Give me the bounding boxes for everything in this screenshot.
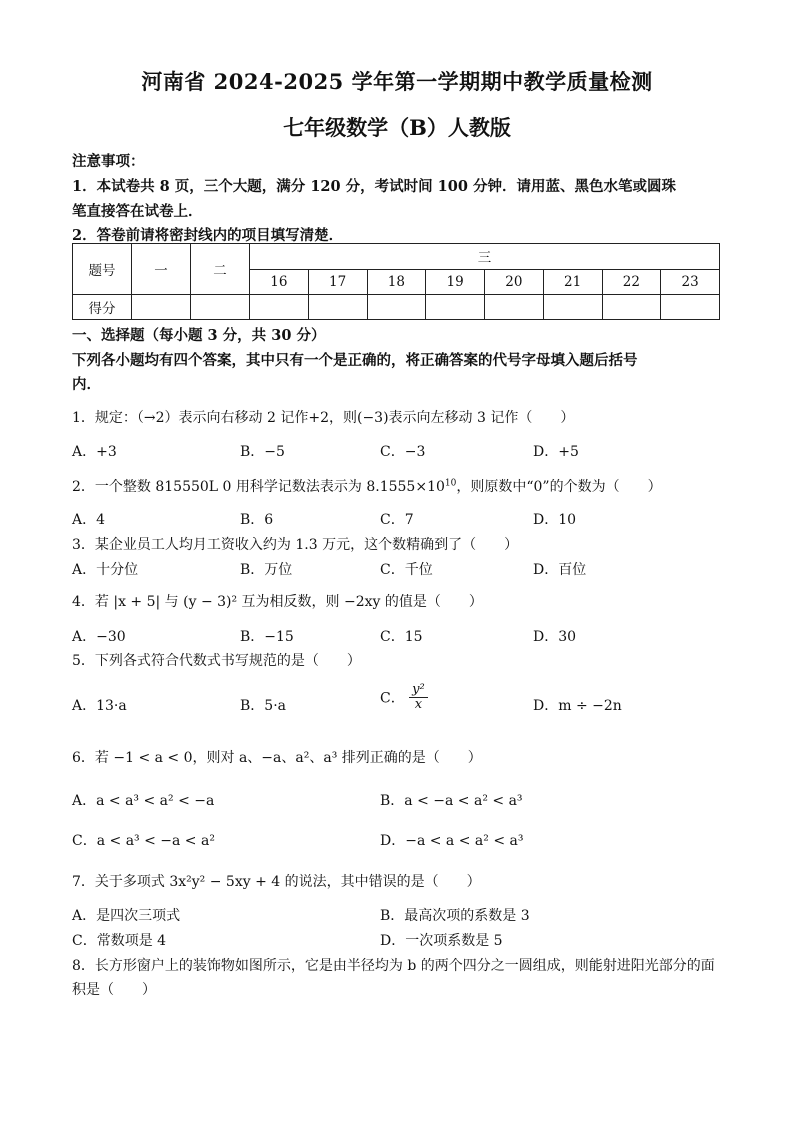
question-6-stem: 6．若 −1 < a < 0，则对 a、−a、a²、a³ 排列正确的是（ ） bbox=[72, 750, 482, 766]
score-table-subcol: 17 bbox=[308, 269, 367, 295]
score-table-subcol: 20 bbox=[485, 269, 544, 295]
question-7-option-d: D．一次项系数是 5 bbox=[380, 933, 503, 949]
notice-heading: 注意事项： bbox=[72, 153, 145, 170]
score-table-col-2: 二 bbox=[191, 244, 250, 295]
score-table-subcol: 18 bbox=[367, 269, 426, 295]
question-2-option-d: D．10 bbox=[533, 512, 577, 528]
fraction-numerator: y² bbox=[409, 683, 428, 698]
question-4-option-d: D．30 bbox=[533, 629, 577, 645]
question-5-option-b: B．5·a bbox=[240, 698, 286, 714]
question-3-stem: 3．某企业员工人均月工资收入约为 1.3 万元，这个数精确到了（ ） bbox=[72, 537, 519, 553]
score-cell[interactable] bbox=[543, 295, 602, 320]
question-4-option-a: A．−30 bbox=[72, 629, 126, 645]
question-8-stem: 8．长方形窗户上的装饰物如图所示，它是由半径均为 b 的两个四分之一圆组成，则能射进阳光部分的面 bbox=[72, 958, 715, 974]
exam-subtitle: 七年级数学（B）人教版 bbox=[283, 115, 511, 140]
score-cell[interactable] bbox=[367, 295, 426, 320]
question-1-option-b: B．−5 bbox=[240, 444, 285, 460]
question-4-option-b: B．−15 bbox=[240, 629, 294, 645]
section-1-instruction: 下列各小题均有四个答案，其中只有一个是正确的，将正确答案的代号字母填入题后括号 bbox=[72, 352, 638, 369]
question-2-exponent: 10 bbox=[444, 478, 457, 489]
score-table-subcol: 22 bbox=[602, 269, 661, 295]
score-cell[interactable] bbox=[191, 295, 250, 320]
score-cell[interactable] bbox=[661, 295, 720, 320]
question-7-option-a: A．是四次三项式 bbox=[72, 908, 181, 924]
question-2-stem-pre: 2．一个整数 815550L 0 用科学记数法表示为 8.1555×10 bbox=[72, 479, 445, 495]
question-7-option-b: B．最高次项的系数是 3 bbox=[380, 908, 530, 924]
question-2-stem bbox=[72, 476, 662, 496]
question-2-option-b: B．6 bbox=[240, 512, 274, 528]
notice-item-1: 1．本试卷共 8 页，三个大题，满分 120 分，考试时间 100 分钟．请用蓝、黑色水笔或圆珠 bbox=[72, 178, 676, 195]
score-table-label-defen: 得分 bbox=[73, 295, 132, 320]
question-3-option-c: C．千位 bbox=[380, 562, 433, 578]
score-cell[interactable] bbox=[602, 295, 661, 320]
fraction-denominator: x bbox=[414, 697, 423, 712]
question-1-option-d: D．+5 bbox=[533, 444, 579, 460]
score-cell[interactable] bbox=[250, 295, 309, 320]
question-5-option-d: D．m ÷ −2n bbox=[533, 698, 622, 714]
question-1-option-c: C．−3 bbox=[380, 444, 426, 460]
score-table-col-1: 一 bbox=[132, 244, 191, 295]
question-4-option-c: C．15 bbox=[380, 629, 423, 645]
question-6-option-d: D．−a < a < a² < a³ bbox=[380, 833, 524, 849]
question-2-option-c: C．7 bbox=[380, 512, 414, 528]
question-6-option-b: B．a < −a < a² < a³ bbox=[380, 793, 523, 809]
notice-item-2: 2．答卷前请将密封线内的项目填写清楚． bbox=[72, 227, 344, 244]
question-3-option-a: A．十分位 bbox=[72, 562, 139, 578]
score-table-subcol: 19 bbox=[426, 269, 485, 295]
question-1-option-a: A．+3 bbox=[72, 444, 117, 460]
section-1-instruction-cont: 内． bbox=[72, 376, 101, 393]
score-table-subcol: 16 bbox=[250, 269, 309, 295]
question-2-option-a: A．4 bbox=[72, 512, 106, 528]
question-5-option-c bbox=[380, 683, 428, 712]
question-3-option-b: B．万位 bbox=[240, 562, 293, 578]
question-7-option-c: C．常数项是 4 bbox=[72, 933, 167, 949]
question-6-option-c: C．a < a³ < −a < a² bbox=[72, 833, 215, 849]
notice-item-1-cont: 笔直接答在试卷上． bbox=[72, 203, 203, 220]
score-table bbox=[72, 243, 720, 320]
question-2-stem-post: ，则原数中“0”的个数为（ ） bbox=[456, 479, 662, 495]
question-5-fraction bbox=[409, 683, 428, 712]
question-4-stem: 4．若 |x + 5| 与 (y − 3)² 互为相反数，则 −2xy 的值是（ ） bbox=[72, 594, 483, 610]
exam-title: 河南省 2024-2025 学年第一学期期中教学质量检测 bbox=[141, 69, 653, 94]
question-5-option-c-label: C． bbox=[380, 690, 405, 707]
question-3-option-d: D．百位 bbox=[533, 562, 587, 578]
score-cell[interactable] bbox=[308, 295, 367, 320]
question-8-stem-cont: 积是（ ） bbox=[72, 982, 156, 998]
question-7-stem: 7．关于多项式 3x²y² − 5xy + 4 的说法，其中错误的是（ ） bbox=[72, 874, 481, 890]
question-6-option-a: A．a < a³ < a² < −a bbox=[72, 793, 215, 809]
score-table-col-3: 三 bbox=[250, 244, 720, 270]
question-1-stem: 1．规定：（→2）表示向右移动 2 记作+2，则(−3)表示向左移动 3 记作（ ） bbox=[72, 410, 575, 426]
score-table-subcol: 21 bbox=[543, 269, 602, 295]
score-cell[interactable] bbox=[426, 295, 485, 320]
section-1-heading: 一、选择题（每小题 3 分，共 30 分） bbox=[72, 327, 326, 344]
score-table-subcol: 23 bbox=[661, 269, 720, 295]
question-5-option-a: A．13·a bbox=[72, 698, 127, 714]
score-table-label-tihao: 题号 bbox=[73, 244, 132, 295]
score-cell[interactable] bbox=[132, 295, 191, 320]
question-5-stem: 5．下列各式符合代数式书写规范的是（ ） bbox=[72, 653, 361, 669]
score-cell[interactable] bbox=[485, 295, 544, 320]
